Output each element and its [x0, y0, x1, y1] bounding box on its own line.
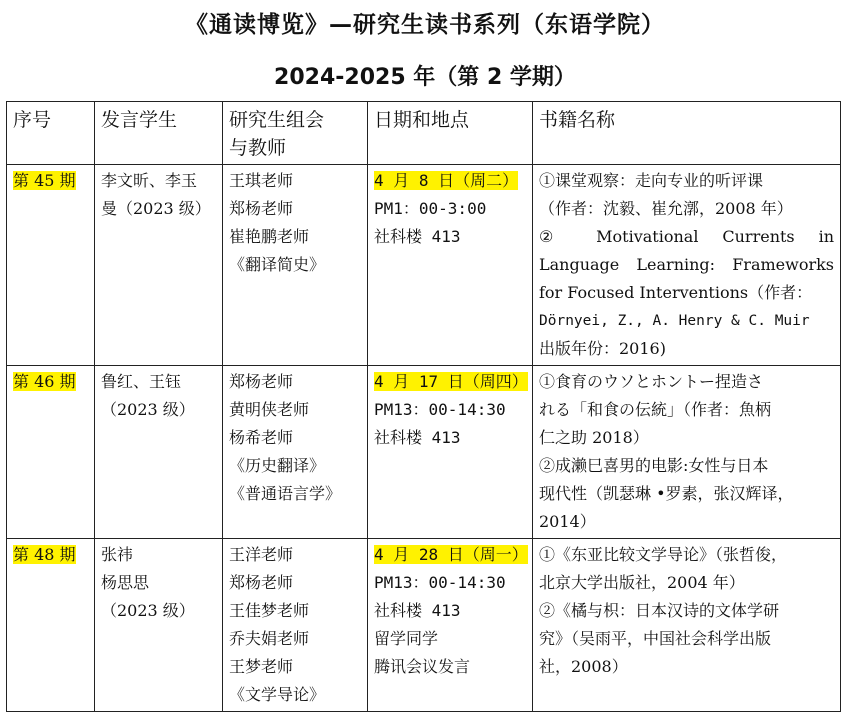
- time-label: PM13：00-14:30: [374, 400, 506, 419]
- document-title: 《通读博览》—研究生读书系列（东语学院）: [185, 12, 665, 38]
- period-cell: [7, 539, 95, 712]
- book-line: Language Learning: Frameworks: [539, 255, 834, 274]
- book-line: 仁之助 2018）: [539, 428, 649, 447]
- book-line: for Focused Interventions（作者：: [539, 283, 813, 302]
- time-label: PM13：00-14:30: [374, 573, 506, 592]
- speaker-line: 张祎: [101, 545, 134, 564]
- teacher-line: 杨希老师: [229, 428, 294, 447]
- book-line: 究》（吴雨平，中国社会科学出版: [539, 629, 772, 648]
- header-teacher-line1: 研究生组会: [229, 109, 325, 131]
- book-line: 现代性（凯瑟琳 •罗素，张汉辉译，: [539, 484, 794, 503]
- speaker-line: 曼（2023 级）: [101, 199, 211, 218]
- time-label: PM1：00-3:00: [374, 199, 487, 218]
- table-row: [7, 366, 841, 539]
- book-line: 北京大学出版社，2004 年）: [539, 573, 745, 592]
- book-line: ② Motivational Currents in: [539, 227, 834, 246]
- teacher-line: 乔夫娟老师: [229, 629, 310, 648]
- date-label: 4 月 28 日（周一）: [374, 545, 528, 564]
- teacher-line: 王洋老师: [229, 545, 294, 564]
- period-label: 第 46 期: [13, 372, 76, 391]
- teacher-line: 《翻译简史》: [229, 255, 326, 274]
- teacher-line: 王佳梦老师: [229, 601, 310, 620]
- place-label: 社科楼 413: [374, 428, 461, 447]
- speaker-line: 杨思思: [101, 573, 150, 592]
- place-label: 留学同学: [374, 629, 439, 648]
- teacher-line: 黄明侠老师: [229, 400, 310, 419]
- speaker-line: 李文昕、李玉: [101, 171, 198, 190]
- books-cell: [533, 366, 841, 539]
- header-teacher-line2: 与教师: [229, 137, 287, 159]
- teacher-line: 郑杨老师: [229, 573, 294, 592]
- teacher-line: 王琪老师: [229, 171, 294, 190]
- speaker-cell: [95, 539, 223, 712]
- date-label: 4 月 8 日（周二）: [374, 171, 519, 190]
- teacher-cell: [223, 165, 368, 366]
- date-label: 4 月 17 日（周四）: [374, 372, 528, 391]
- header-no: 序号: [7, 102, 95, 165]
- book-line: 社，2008）: [539, 657, 628, 676]
- book-line: ②《橘与枳：日本汉诗的文体学研: [539, 601, 780, 620]
- speaker-cell: [95, 165, 223, 366]
- place-label: 腾讯会议发言: [374, 657, 471, 676]
- teacher-cell: [223, 366, 368, 539]
- speaker-line: （2023 级）: [101, 400, 195, 419]
- book-line: ①《东亚比较文学导论》（张哲俊，: [539, 545, 788, 564]
- place-label: 社科楼 413: [374, 227, 461, 246]
- book-line: ①食育のウソとホントー捏造さ: [539, 372, 764, 391]
- book-line: れる「和食の伝統」（作者：魚柄: [539, 400, 772, 419]
- teacher-line: 崔艳鹏老师: [229, 227, 310, 246]
- books-cell: [533, 539, 841, 712]
- period-cell: [7, 366, 95, 539]
- header-speaker: 发言学生: [95, 102, 223, 165]
- teacher-line: 郑杨老师: [229, 199, 294, 218]
- teacher-line: 郑杨老师: [229, 372, 294, 391]
- books-cell: [533, 165, 841, 366]
- book-line: ②成濑巳喜男的电影:女性与日本: [539, 456, 769, 475]
- teacher-line: 《普通语言学》: [229, 484, 342, 503]
- teacher-line: 《文学导论》: [229, 685, 326, 704]
- header-teacher: [223, 102, 368, 165]
- book-line: 出版年份：2016): [539, 339, 666, 358]
- header-books: 书籍名称: [533, 102, 841, 165]
- table-row: [7, 539, 841, 712]
- book-line: 2014）: [539, 512, 596, 531]
- table-header-row: [7, 102, 841, 165]
- table-row: [7, 165, 841, 366]
- period-label: 第 48 期: [13, 545, 76, 564]
- teacher-line: 王梦老师: [229, 657, 294, 676]
- teacher-line: 《历史翻译》: [229, 456, 326, 475]
- period-cell: [7, 165, 95, 366]
- speaker-line: （2023 级）: [101, 601, 195, 620]
- book-line: ①课堂观察：走向专业的听评课: [539, 171, 764, 190]
- header-date: 日期和地点: [368, 102, 533, 165]
- book-line: Dörnyei, Z., A. Henry & C. Muir: [539, 313, 810, 329]
- teacher-cell: [223, 539, 368, 712]
- speaker-cell: [95, 366, 223, 539]
- book-line: （作者：沈毅、崔允漷，2008 年）: [539, 199, 793, 218]
- date-cell: [368, 539, 533, 712]
- reading-schedule-table: [6, 101, 841, 712]
- date-cell: [368, 165, 533, 366]
- period-label: 第 45 期: [13, 171, 76, 190]
- speaker-line: 鲁红、王钰: [101, 372, 182, 391]
- date-cell: [368, 366, 533, 539]
- place-label: 社科楼 413: [374, 601, 461, 620]
- document-subtitle: 2024-2025 年（第 2 学期）: [274, 65, 576, 90]
